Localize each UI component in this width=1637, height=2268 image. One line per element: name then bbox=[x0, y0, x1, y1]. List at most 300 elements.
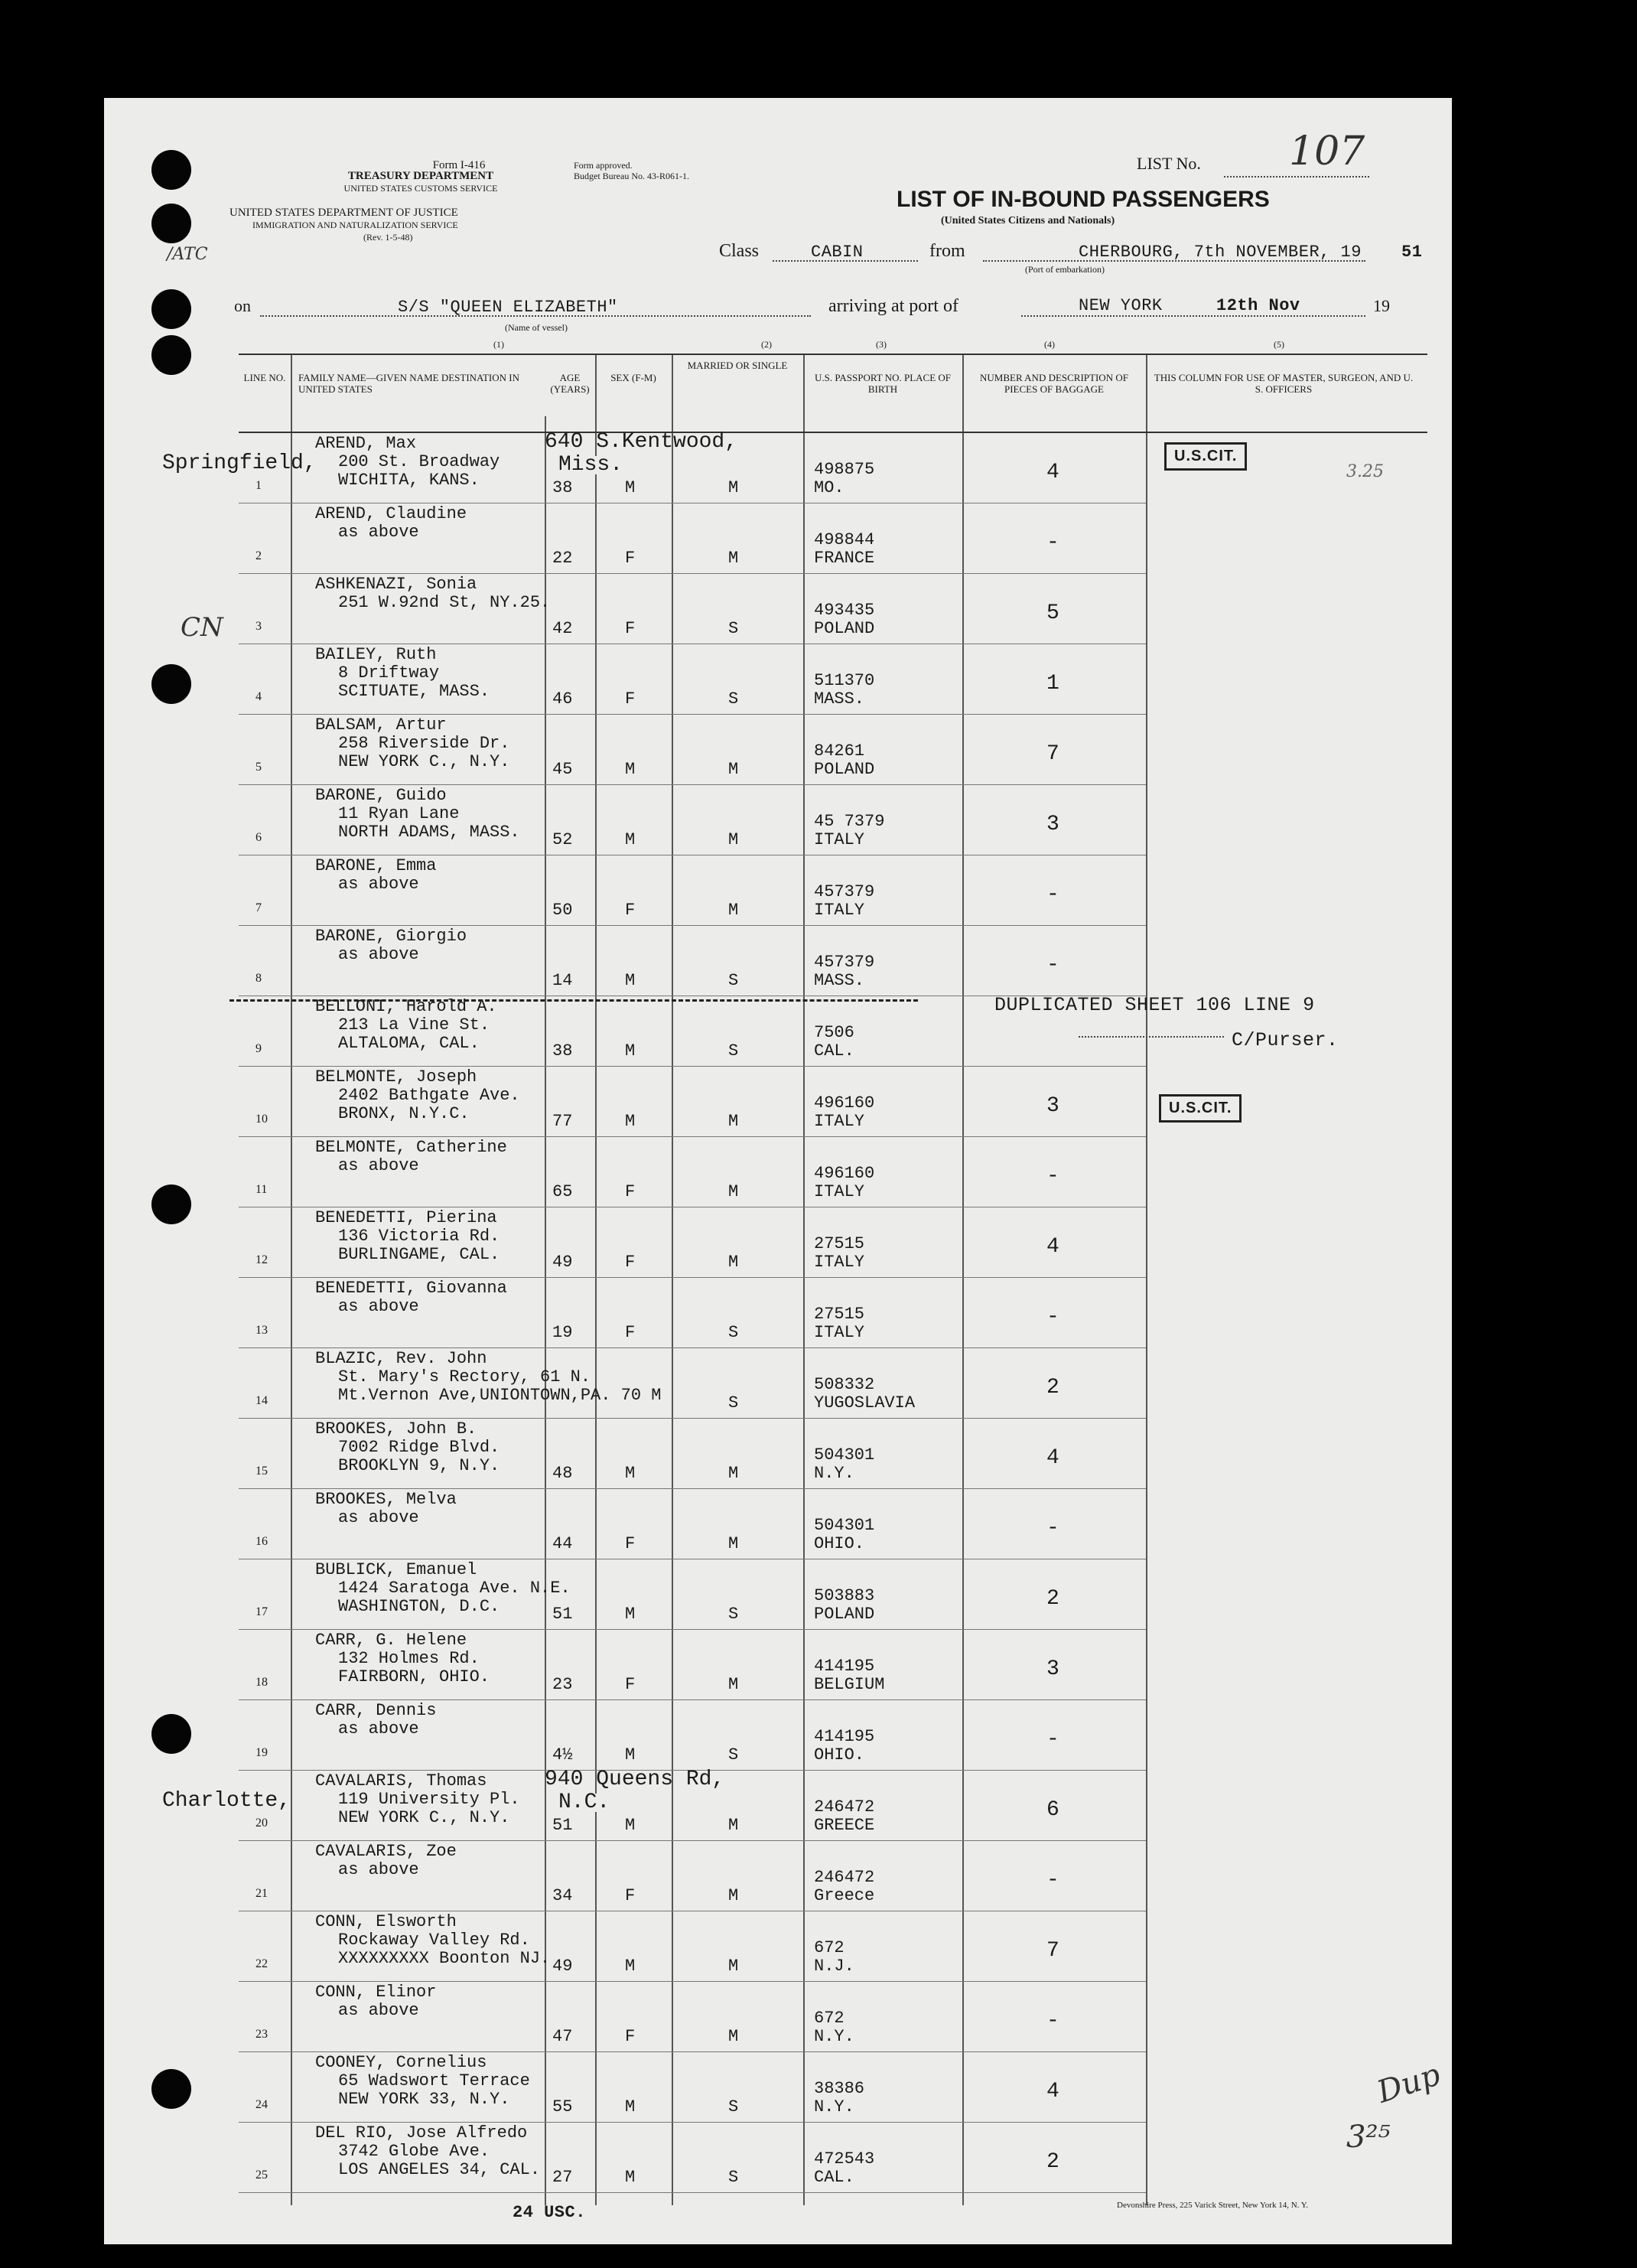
cell-sex: F bbox=[625, 1253, 636, 1272]
cell-addr2: NORTH ADAMS, MASS. bbox=[338, 823, 520, 842]
cell-name: BARONE, Guido bbox=[315, 786, 447, 805]
cell-passport: 504301 bbox=[814, 1445, 875, 1465]
cell-ms: M bbox=[728, 1886, 739, 1905]
cell-addr1: Rockaway Valley Rd. bbox=[338, 1931, 530, 1950]
cell-sex: F bbox=[625, 619, 636, 638]
cell-name: BELMONTE, Catherine bbox=[315, 1138, 507, 1157]
footer-printer: Devonshire Press, 225 Varick Street, New York 14, N. Y. bbox=[1117, 2201, 1309, 2210]
cell-ms: S bbox=[728, 1605, 739, 1624]
cell-birth: N.Y. bbox=[814, 2027, 854, 2046]
cell-birth: N.Y. bbox=[814, 2097, 854, 2116]
cell-birth: FRANCE bbox=[814, 549, 875, 568]
treasury-dept: TREASURY DEPARTMENT bbox=[347, 170, 494, 182]
cell-bags: - bbox=[1046, 1517, 1059, 1540]
cell-name: BELLONI, Harold A. bbox=[315, 997, 497, 1016]
punch-hole bbox=[151, 289, 191, 329]
cell-ms: S bbox=[728, 971, 739, 990]
cell-addr1: 1424 Saratoga Ave. N.E. bbox=[338, 1579, 571, 1598]
cell-line: 1 bbox=[255, 479, 262, 492]
cell-addr1: 7002 Ridge Blvd. bbox=[338, 1438, 500, 1457]
cell-passport: 38386 bbox=[814, 2079, 865, 2098]
cell-birth: ITALY bbox=[814, 1182, 865, 1201]
hand-mark: 3²⁵ bbox=[1346, 2120, 1391, 2155]
punch-hole bbox=[151, 1185, 191, 1224]
table-row bbox=[239, 1630, 1427, 1700]
cell-sex: M bbox=[625, 478, 636, 497]
punch-hole bbox=[151, 1714, 191, 1754]
cell-addr1: 119 University Pl. bbox=[338, 1790, 520, 1809]
cell-passport: 457379 bbox=[814, 953, 875, 972]
cell-birth: CAL. bbox=[814, 2168, 854, 2187]
table-row bbox=[239, 1067, 1427, 1137]
cell-bags: 7 bbox=[1046, 742, 1059, 766]
table-row bbox=[239, 1419, 1427, 1489]
cell-age: 49 bbox=[552, 1957, 573, 1976]
cell-addr2: BURLINGAME, CAL. bbox=[338, 1245, 500, 1264]
margin-note: /ATC bbox=[167, 245, 208, 264]
punch-hole bbox=[151, 335, 191, 375]
cell-name: ASHKENAZI, Sonia bbox=[315, 575, 477, 594]
cell-sex: M bbox=[625, 760, 636, 779]
cell-addr2: NEW YORK C., N.Y. bbox=[338, 752, 510, 771]
cell-line: 25 bbox=[255, 2169, 268, 2182]
cell-sex: M bbox=[625, 1745, 636, 1765]
table-row bbox=[239, 1278, 1427, 1348]
cell-line: 3 bbox=[255, 620, 262, 633]
cell-addr2: WICHITA, KANS. bbox=[338, 471, 480, 490]
cell-addr1: as above bbox=[338, 1297, 419, 1316]
cell-birth: CAL. bbox=[814, 1041, 854, 1061]
punch-hole bbox=[151, 204, 191, 243]
col-age: AGE (YEARS) bbox=[550, 372, 590, 395]
cell-margin: Springfield, bbox=[162, 451, 317, 475]
cell-addr1: 136 Victoria Rd. bbox=[338, 1227, 500, 1246]
cell-addr1: 8 Driftway bbox=[338, 663, 440, 683]
cell-age: 52 bbox=[552, 830, 573, 849]
cell-sex: F bbox=[625, 1323, 636, 1342]
arriving-line bbox=[1021, 315, 1365, 317]
cell-name: BAILEY, Ruth bbox=[315, 645, 437, 664]
cell-birth: POLAND bbox=[814, 1605, 875, 1624]
cell-age: 22 bbox=[552, 549, 573, 568]
cell-sex: M bbox=[625, 1464, 636, 1483]
cell-name: BARONE, Giorgio bbox=[315, 927, 467, 946]
form-revision: (Rev. 1-5-48) bbox=[363, 232, 413, 243]
cell-name: COONEY, Cornelius bbox=[315, 2053, 487, 2072]
immigration-service: IMMIGRATION AND NATURALIZATION SERVICE bbox=[252, 220, 458, 230]
cell-line: 19 bbox=[255, 1746, 268, 1759]
cell-name: BUBLICK, Emanuel bbox=[315, 1560, 477, 1579]
cell-age: 42 bbox=[552, 619, 573, 638]
cell-passport: 496160 bbox=[814, 1093, 875, 1113]
from-value: CHERBOURG, 7th NOVEMBER, 19 bbox=[1079, 243, 1362, 262]
cell-ms: M bbox=[728, 901, 739, 920]
purser-signature-line bbox=[1079, 1036, 1224, 1038]
purser-note: C/Purser. bbox=[1232, 1029, 1339, 1051]
cell-sex: F bbox=[625, 2027, 636, 2046]
cell-bags: 2 bbox=[1046, 2150, 1059, 2174]
table-row bbox=[239, 1982, 1427, 2052]
cell-age: 4½ bbox=[552, 1745, 573, 1765]
cell-addr2: BROOKLYN 9, N.Y. bbox=[338, 1456, 500, 1475]
cell-addr1: as above bbox=[338, 1508, 419, 1527]
cell-bags: - bbox=[1046, 531, 1059, 555]
cell-line: 12 bbox=[255, 1253, 268, 1266]
cell-ms: M bbox=[728, 478, 739, 497]
cell-line: 14 bbox=[255, 1394, 268, 1407]
cell-name: BROOKES, Melva bbox=[315, 1490, 457, 1509]
cell-margin: Charlotte, bbox=[162, 1789, 291, 1813]
arrival-date: 12th Nov bbox=[1216, 296, 1300, 315]
cell-addr1: as above bbox=[338, 1860, 419, 1879]
cell-name: DEL RIO, Jose Alfredo bbox=[315, 2123, 528, 2143]
cell-handaddr: 940 Queens Rd, bbox=[545, 1768, 725, 1791]
table-row bbox=[239, 1348, 1427, 1419]
table-row bbox=[239, 1559, 1427, 1630]
col-num-3: (3) bbox=[876, 339, 887, 350]
cell-birth: YUGOSLAVIA bbox=[814, 1393, 916, 1413]
cell-bags: - bbox=[1046, 1728, 1059, 1752]
cell-age: 34 bbox=[552, 1886, 573, 1905]
cell-bags: - bbox=[1046, 1305, 1059, 1329]
cell-bags: 4 bbox=[1046, 1235, 1059, 1259]
cell-passport: 457379 bbox=[814, 882, 875, 901]
cell-age: 44 bbox=[552, 1534, 573, 1553]
col-baggage: NUMBER AND DESCRIPTION OF PIECES OF BAGGAGE bbox=[980, 372, 1128, 395]
vessel-name: S/S "QUEEN ELIZABETH" bbox=[398, 298, 618, 317]
cell-sex: F bbox=[625, 689, 636, 709]
cell-age: 38 bbox=[552, 478, 573, 497]
cell-passport: 498844 bbox=[814, 530, 875, 549]
cell-line: 4 bbox=[255, 690, 262, 703]
cell-sex: F bbox=[625, 1675, 636, 1694]
cell-name: AREND, Claudine bbox=[315, 504, 467, 523]
cell-bags: 4 bbox=[1046, 2080, 1059, 2103]
cell-ms: S bbox=[728, 2168, 739, 2187]
cell-addr1: 65 Wadswort Terrace bbox=[338, 2071, 530, 2090]
cell-addr2: Mt.Vernon Ave,UNIONTOWN,PA. 70 M bbox=[338, 1386, 662, 1405]
cell-line: 20 bbox=[255, 1817, 268, 1830]
table-row bbox=[239, 855, 1427, 926]
col-married: MARRIED OR SINGLE bbox=[687, 360, 788, 371]
cell-bags: - bbox=[1046, 2009, 1059, 2033]
cell-line: 5 bbox=[255, 761, 262, 774]
cell-passport: 472543 bbox=[814, 2149, 875, 2169]
cell-birth: GREECE bbox=[814, 1816, 875, 1835]
punch-hole bbox=[151, 664, 191, 704]
col-line: LINE NO. bbox=[243, 372, 286, 383]
from-label: from bbox=[929, 241, 965, 261]
punch-hole bbox=[151, 2069, 191, 2109]
cell-ms: S bbox=[728, 1745, 739, 1765]
cell-bags: - bbox=[1046, 1165, 1059, 1188]
cell-ms: S bbox=[728, 619, 739, 638]
cell-passport: 45 7379 bbox=[814, 812, 885, 831]
cell-passport: 414195 bbox=[814, 1657, 875, 1676]
cell-birth: OHIO. bbox=[814, 1534, 865, 1553]
table-row bbox=[239, 926, 1427, 996]
cell-bags: 3 bbox=[1046, 1657, 1059, 1681]
cell-age: 51 bbox=[552, 1605, 573, 1624]
col-num-5: (5) bbox=[1274, 339, 1284, 350]
cell-name: BLAZIC, Rev. John bbox=[315, 1349, 487, 1368]
col-passport: U.S. PASSPORT NO. PLACE OF BIRTH bbox=[814, 372, 952, 395]
justice-dept: UNITED STATES DEPARTMENT OF JUSTICE bbox=[229, 207, 458, 219]
cell-bags: 3 bbox=[1046, 1094, 1059, 1118]
cell-ms: S bbox=[728, 1323, 739, 1342]
cell-ms: M bbox=[728, 1182, 739, 1201]
col-sex: SEX (F-M) bbox=[610, 372, 656, 383]
cell-addr1: as above bbox=[338, 945, 419, 964]
cell-ms: M bbox=[728, 1675, 739, 1694]
cell-bags: 7 bbox=[1046, 1939, 1059, 1963]
arriving-port: NEW YORK bbox=[1079, 296, 1163, 315]
cell-bags: - bbox=[1046, 1869, 1059, 1892]
footer-statute: 24 USC. bbox=[513, 2203, 586, 2222]
cell-addr1: 2402 Bathgate Ave. bbox=[338, 1086, 520, 1105]
cell-line: 21 bbox=[255, 1887, 268, 1900]
cell-line: 23 bbox=[255, 2028, 268, 2041]
cell-addr1: as above bbox=[338, 1156, 419, 1175]
list-no-label: LIST No. bbox=[1137, 154, 1201, 173]
punch-hole bbox=[151, 150, 191, 190]
cell-sex: M bbox=[625, 1816, 636, 1835]
cell-addr2: FAIRBORN, OHIO. bbox=[338, 1667, 490, 1686]
cell-addr1: 132 Holmes Rd. bbox=[338, 1649, 480, 1668]
cell-addr2: XXXXXXXXX Boonton NJ. bbox=[338, 1949, 551, 1968]
cell-name: CAVALARIS, Thomas bbox=[315, 1771, 487, 1791]
cell-line: 11 bbox=[255, 1183, 268, 1196]
cell-passport: 511370 bbox=[814, 671, 875, 690]
cell-addr1: 213 La Vine St. bbox=[338, 1015, 490, 1035]
table-row bbox=[239, 1137, 1427, 1207]
cell-addr1: as above bbox=[338, 875, 419, 894]
cell-line: 16 bbox=[255, 1535, 268, 1548]
cell-line: 2 bbox=[255, 549, 262, 562]
table-row bbox=[162, 430, 1427, 503]
cell-birth: Greece bbox=[814, 1886, 875, 1905]
cell-sex: M bbox=[625, 1957, 636, 1976]
cell-birth: N.Y. bbox=[814, 1464, 854, 1483]
cell-name: BENEDETTI, Pierina bbox=[315, 1208, 497, 1227]
cell-bags: 5 bbox=[1046, 601, 1059, 625]
cell-ms: M bbox=[728, 1253, 739, 1272]
cell-sex: M bbox=[625, 971, 636, 990]
cell-passport: 246472 bbox=[814, 1868, 875, 1887]
cell-line: 6 bbox=[255, 831, 262, 844]
duplicated-note: DUPLICATED SHEET 106 LINE 9 bbox=[994, 994, 1315, 1016]
cell-age: 65 bbox=[552, 1182, 573, 1201]
cell-addr1: 11 Ryan Lane bbox=[338, 804, 460, 823]
year-value: 51 bbox=[1401, 243, 1423, 262]
col-num-4: (4) bbox=[1044, 339, 1055, 350]
cell-sex: F bbox=[625, 549, 636, 568]
cell-passport: 84261 bbox=[814, 741, 865, 761]
table-row bbox=[239, 1841, 1427, 1911]
cell-line: 15 bbox=[255, 1465, 268, 1478]
cell-ms: S bbox=[728, 2097, 739, 2116]
hand-mark: Dup bbox=[1372, 2057, 1445, 2110]
arriving-label: arriving at port of bbox=[828, 296, 958, 316]
cell-ms: M bbox=[728, 549, 739, 568]
cell-birth: MASS. bbox=[814, 689, 865, 709]
cell-ms: M bbox=[728, 760, 739, 779]
cell-passport: 504301 bbox=[814, 1516, 875, 1535]
cell-bags: - bbox=[1046, 953, 1059, 977]
table-row bbox=[239, 1700, 1427, 1771]
table-row bbox=[239, 644, 1427, 715]
cell-passport: 7506 bbox=[814, 1023, 854, 1042]
cell-birth: ITALY bbox=[814, 1112, 865, 1131]
table-row bbox=[162, 1768, 1427, 1841]
cell-passport: 246472 bbox=[814, 1797, 875, 1817]
table-row bbox=[239, 1207, 1427, 1278]
customs-service: UNITED STATES CUSTOMS SERVICE bbox=[343, 183, 498, 194]
cell-name: BENEDETTI, Giovanna bbox=[315, 1279, 507, 1298]
cell-bags: 2 bbox=[1046, 1587, 1059, 1611]
cell-line: 24 bbox=[255, 2098, 268, 2111]
cell-sex: F bbox=[625, 1534, 636, 1553]
cell-line: 9 bbox=[255, 1042, 262, 1055]
hand-mark: 3.25 bbox=[1346, 462, 1384, 481]
list-no-value: 107 bbox=[1289, 129, 1365, 174]
port-caption: (Port of embarkation) bbox=[1025, 264, 1105, 275]
cell-birth: POLAND bbox=[814, 619, 875, 638]
vessel-caption: (Name of vessel) bbox=[505, 322, 568, 333]
cell-birth: ITALY bbox=[814, 1323, 865, 1342]
on-label: on bbox=[234, 296, 251, 315]
us-cit-stamp: U.S.CIT. bbox=[1159, 1094, 1242, 1123]
cell-name: BALSAM, Artur bbox=[315, 715, 447, 735]
col-family: FAMILY NAME—GIVEN NAME DESTINATION IN UNITED STATES bbox=[298, 372, 520, 395]
cell-age: 38 bbox=[552, 1041, 573, 1061]
cell-sex: M bbox=[625, 1041, 636, 1061]
cell-name: CONN, Elsworth bbox=[315, 1912, 457, 1931]
cell-ms: M bbox=[728, 1957, 739, 1976]
cell-addr2: SCITUATE, MASS. bbox=[338, 682, 490, 701]
strike-line bbox=[229, 999, 918, 1002]
cell-age: 55 bbox=[552, 2097, 573, 2116]
cell-age: 47 bbox=[552, 2027, 573, 2046]
cell-name: CONN, Elinor bbox=[315, 1983, 437, 2002]
cell-ms: M bbox=[728, 830, 739, 849]
cell-age: 51 bbox=[552, 1816, 573, 1835]
cell-age: 77 bbox=[552, 1112, 573, 1131]
cell-addr1: 200 St. Broadway bbox=[338, 452, 500, 471]
cell-ms: M bbox=[728, 1464, 739, 1483]
cell-addr1: as above bbox=[338, 1719, 419, 1738]
page-title: LIST OF IN-BOUND PASSENGERS bbox=[897, 187, 1270, 212]
page-subtitle: (United States Citizens and Nationals) bbox=[941, 215, 1115, 226]
cell-ms: S bbox=[728, 689, 739, 709]
cell-birth: MASS. bbox=[814, 971, 865, 990]
cell-handaddr2: Miss. bbox=[558, 453, 623, 477]
cell-line: 22 bbox=[255, 1957, 268, 1970]
cell-addr1: 258 Riverside Dr. bbox=[338, 734, 510, 753]
form-number: Form I-416 bbox=[432, 159, 486, 171]
cell-addr1: St. Mary's Rectory, 61 N. bbox=[338, 1367, 591, 1387]
table-row bbox=[239, 1911, 1427, 1982]
cell-age: 27 bbox=[552, 2168, 573, 2187]
col-num-1: (1) bbox=[493, 339, 504, 350]
cell-passport: 503883 bbox=[814, 1586, 875, 1605]
table-row bbox=[239, 574, 1427, 644]
cell-line: 13 bbox=[255, 1324, 268, 1337]
cell-ms: M bbox=[728, 2027, 739, 2046]
cell-sex: M bbox=[625, 830, 636, 849]
form-approved: Form approved. bbox=[574, 160, 633, 171]
cell-ms: M bbox=[728, 1534, 739, 1553]
cell-addr1: 3742 Globe Ave. bbox=[338, 2142, 490, 2161]
cell-age: 45 bbox=[552, 760, 573, 779]
table-row bbox=[239, 715, 1427, 785]
cell-addr1: 251 W.92nd St, NY.25. bbox=[338, 593, 551, 612]
cell-bags: 2 bbox=[1046, 1376, 1059, 1400]
cell-ms: M bbox=[728, 1112, 739, 1131]
cell-bags: 6 bbox=[1046, 1798, 1059, 1822]
cell-age: 23 bbox=[552, 1675, 573, 1694]
cell-birth: N.J. bbox=[814, 1957, 854, 1976]
col-num-2: (2) bbox=[761, 339, 772, 350]
table-row bbox=[239, 503, 1427, 574]
cell-addr2: BRONX, N.Y.C. bbox=[338, 1104, 470, 1123]
cell-name: CARR, G. Helene bbox=[315, 1631, 467, 1650]
cell-addr1: as above bbox=[338, 523, 419, 542]
cell-line: 7 bbox=[255, 901, 262, 914]
cell-passport: 496160 bbox=[814, 1164, 875, 1183]
cell-sex: F bbox=[625, 1182, 636, 1201]
cell-birth: MO. bbox=[814, 478, 845, 497]
cell-passport: 493435 bbox=[814, 601, 875, 620]
cell-name: BROOKES, John B. bbox=[315, 1419, 477, 1439]
col-officers: THIS COLUMN FOR USE OF MASTER, SURGEON, AND U. S. OFFICERS bbox=[1154, 372, 1414, 395]
cell-addr2: ALTALOMA, CAL. bbox=[338, 1034, 480, 1053]
table-row bbox=[239, 2052, 1427, 2123]
hand-mark: CN bbox=[181, 612, 223, 643]
cell-handaddr2: N.C. bbox=[558, 1791, 610, 1814]
cell-age: 50 bbox=[552, 901, 573, 920]
cell-passport: 498875 bbox=[814, 460, 875, 479]
cell-line: 17 bbox=[255, 1605, 268, 1618]
cell-birth: ITALY bbox=[814, 901, 865, 920]
cell-sex: F bbox=[625, 901, 636, 920]
cell-passport: 27515 bbox=[814, 1305, 865, 1324]
cell-passport: 508332 bbox=[814, 1375, 875, 1394]
cell-passport: 414195 bbox=[814, 1727, 875, 1746]
cell-sex: M bbox=[625, 2168, 636, 2187]
cell-age: 19 bbox=[552, 1323, 573, 1342]
cell-birth: ITALY bbox=[814, 830, 865, 849]
passenger-table bbox=[162, 354, 1427, 2205]
class-value: CABIN bbox=[811, 243, 864, 262]
cell-ms: M bbox=[728, 1816, 739, 1835]
cell-age: 14 bbox=[552, 971, 573, 990]
cell-sex: M bbox=[625, 2097, 636, 2116]
cell-sex: M bbox=[625, 1605, 636, 1624]
cell-line: 18 bbox=[255, 1676, 268, 1689]
budget-bureau: Budget Bureau No. 43-R061-1. bbox=[574, 171, 689, 181]
cell-ms: S bbox=[728, 1393, 739, 1413]
table-row bbox=[239, 1489, 1427, 1559]
cell-ms: S bbox=[728, 1041, 739, 1061]
cell-sex: F bbox=[625, 1886, 636, 1905]
cell-name: BARONE, Emma bbox=[315, 856, 437, 875]
cell-passport: 672 bbox=[814, 1938, 845, 1957]
year-label: 19 bbox=[1373, 296, 1390, 315]
cell-handaddr: 640 S.Kentwood, bbox=[545, 430, 738, 454]
cell-passport: 672 bbox=[814, 2009, 845, 2028]
cell-birth: ITALY bbox=[814, 1253, 865, 1272]
